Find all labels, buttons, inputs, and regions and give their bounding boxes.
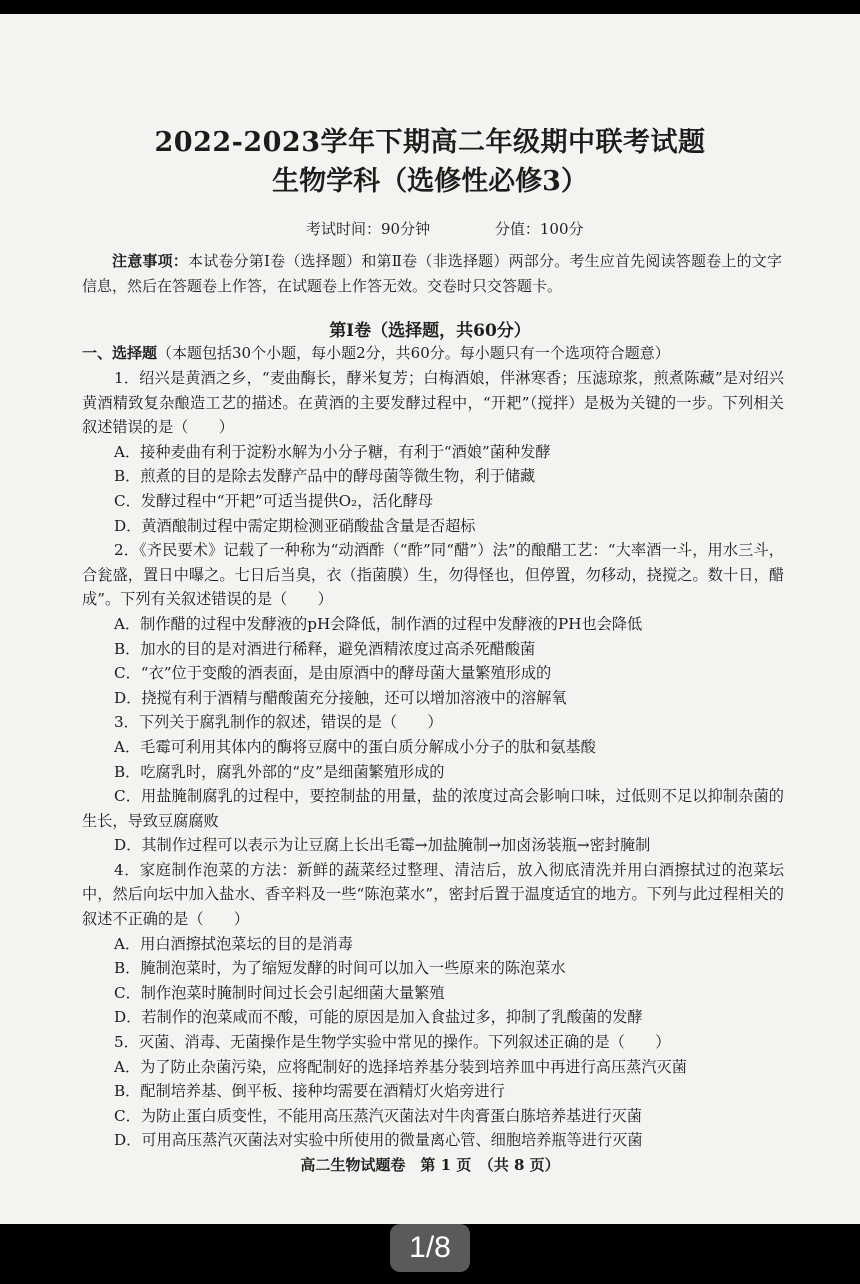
- option-d: D．黄酒酿制过程中需定期检测亚硝酸盐含量是否超标: [114, 516, 476, 535]
- question-5: [82, 1030, 784, 1153]
- option-a: A．为了防止杂菌污染，应将配制好的选择培养基分装到培养皿中再进行高压蒸汽灭菌: [114, 1057, 687, 1076]
- exam-time: 考试时间：90分钟: [306, 220, 431, 238]
- exam-page: [0, 14, 860, 1224]
- notice-text: 本试卷分第Ⅰ卷（选择题）和第Ⅱ卷（非选择题）两部分。考生应首先阅读答题卷上的文字信息，然后在答题卷上作答，在试题卷上作答无效。交卷时只交答题卡。: [82, 252, 782, 295]
- exam-subtitle: 生物学科（选修性必修3）: [272, 166, 588, 197]
- section-description: （本题包括30个小题，每小题2分，共60分。每小题只有一个选项符合题意）: [157, 344, 670, 362]
- option-a: A．用白酒擦拭泡菜坛的目的是消毒: [114, 934, 353, 953]
- question-1: [82, 366, 784, 538]
- exam-title: 2022-2023学年下期高二年级期中联考试题: [154, 127, 706, 158]
- question-3: [82, 710, 784, 858]
- option-b: B．腌制泡菜时，为了缩短发酵的时间可以加入一些原来的陈泡菜水: [114, 959, 566, 978]
- full-score: 分值：100分: [494, 220, 584, 238]
- question-stem: 1．绍兴是黄酒之乡，“麦曲酶长，酵米复芳；白梅酒娘，伴淋寒香；压滤琼浆，煎煮陈藏”是对绍兴黄酒精致复杂酿造工艺的描述。在黄酒的主要发酵过程中，“开耙”（搅拌）是极为关键的一步。下列相关叙述错误的是（ ）: [82, 369, 784, 437]
- option-d: D．挠搅有利于酒精与醋酸菌充分接触，还可以增加溶液中的溶解氧: [114, 688, 567, 707]
- section-heading: [82, 341, 802, 366]
- exam-meta: [306, 218, 644, 239]
- option-d: D．可用高压蒸汽灭菌法对实验中所使用的微量离心管、细胞培养瓶等进行灭菌: [114, 1131, 643, 1150]
- question-list: [82, 366, 784, 1153]
- page-footer: 高二生物试题卷 第 1 页 （共 8 页）: [300, 1156, 560, 1174]
- page-indicator: 1/8: [390, 1224, 470, 1272]
- section-label: 一、选择题: [82, 344, 158, 362]
- question-4: [82, 858, 784, 1030]
- option-c: C．发酵过程中“开耙”可适当提供O₂，活化酵母: [114, 491, 434, 510]
- option-a: A．接种麦曲有利于淀粉水解为小分子糖，有利于“酒娘”菌种发酵: [114, 442, 551, 461]
- question-stem: 4．家庭制作泡菜的方法：新鲜的蔬菜经过整理、清洁后，放入彻底清洗并用白酒擦拭过的泡菜坛中，然后向坛中加入盐水、香辛料及一些“陈泡菜水”，密封后置于温度适宜的地方。下列与此过程相关的叙述不正确的是（ ）: [82, 860, 784, 929]
- option-d: D．若制作的泡菜咸而不酸，可能的原因是加入食盐过多，抑制了乳酸菌的发酵: [114, 1008, 643, 1027]
- option-c: C．“衣”位于变酸的酒表面，是由原酒中的酵母菌大量繁殖形成的: [114, 664, 552, 683]
- option-c: C．为防止蛋白质变性，不能用高压蒸汽灭菌法对牛肉膏蛋白胨培养基进行灭菌: [114, 1106, 642, 1125]
- option-b: B．吃腐乳时，腐乳外部的“皮”是细菌繁殖形成的: [114, 762, 445, 781]
- question-stem: 3．下列关于腐乳制作的叙述，错误的是（ ）: [114, 713, 443, 732]
- option-a: A．制作醋的过程中发酵液的pH会降低，制作酒的过程中发酵液的PH也会降低: [114, 614, 643, 633]
- question-stem: 2．《齐民要术》记载了一种称为“动酒酢（“酢”同“醋”）法”的酿醋工艺：“大率酒一斗，用水三斗，合瓮盛，置日中曝之。七日后当臭，衣（指菌膜）生，勿得怪也，但停置，勿移动，挠搅之。数十日，醋成”。下列有关叙述错误的是（ ）: [82, 541, 784, 609]
- option-a: A．毛霉可利用其体内的酶将豆腐中的蛋白质分解成小分子的肽和氨基酸: [114, 737, 596, 756]
- option-b: B．煎煮的目的是除去发酵产品中的酵母菌等微生物，利于储藏: [114, 467, 536, 486]
- notice: [82, 249, 782, 299]
- option-b: B．加水的目的是对酒进行稀释，避免酒精浓度过高杀死醋酸菌: [114, 639, 536, 658]
- option-d: D．其制作过程可以表示为让豆腐上长出毛霉→加盐腌制→加卤汤装瓶→密封腌制: [114, 836, 651, 855]
- option-b: B．配制培养基、倒平板、接种均需要在酒精灯火焰旁进行: [114, 1082, 505, 1101]
- part-title: 第Ⅰ卷（选择题，共60分）: [329, 321, 531, 341]
- question-2: [82, 538, 784, 710]
- option-c: C．制作泡菜时腌制时间过长会引起细菌大量繁殖: [114, 983, 445, 1002]
- question-stem: 5．灭菌、消毒、无菌操作是生物学实验中常见的操作。下列叙述正确的是（ ）: [114, 1033, 671, 1052]
- option-c: C．用盐腌制腐乳的过程中，要控制盐的用量，盐的浓度过高会影响口味，过低则不足以抑制杂菌的生长，导致豆腐腐败: [82, 787, 784, 830]
- notice-label: 注意事项：: [112, 252, 189, 270]
